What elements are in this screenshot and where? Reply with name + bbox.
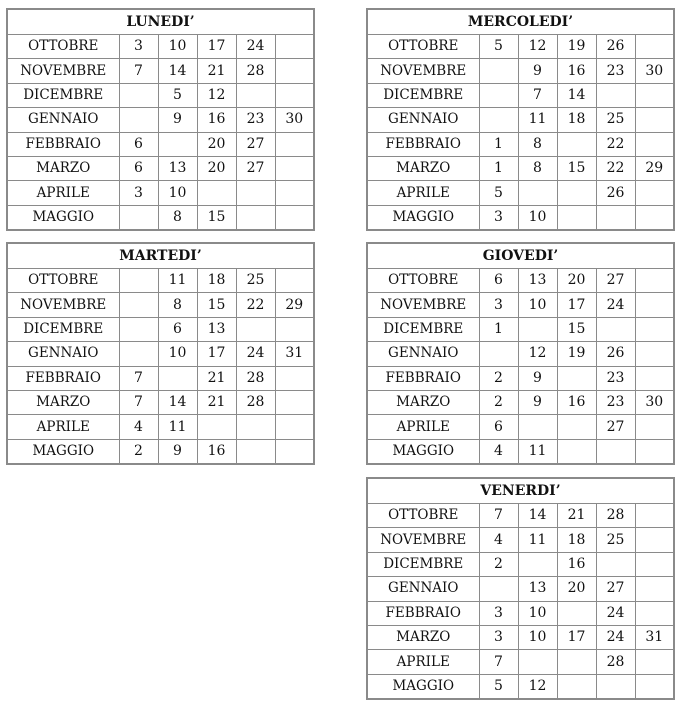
day-cell: 26 — [596, 35, 635, 59]
day-cell — [596, 439, 635, 464]
month-cell: OTTOBRE — [7, 35, 119, 59]
day-cell: 17 — [197, 35, 236, 59]
day-cell: 29 — [635, 156, 674, 180]
day-cell — [275, 181, 314, 205]
day-cell — [635, 650, 674, 674]
month-cell: NOVEMBRE — [7, 293, 119, 317]
table-row — [7, 132, 314, 156]
day-cell — [275, 59, 314, 83]
day-cell: 8 — [518, 156, 557, 180]
schedule-table-giovedi — [366, 242, 675, 465]
month-cell: FEBBRAIO — [7, 132, 119, 156]
day-cell: 3 — [479, 601, 518, 625]
day-cell: 26 — [596, 181, 635, 205]
day-cell: 21 — [557, 504, 596, 528]
table-row — [367, 390, 674, 414]
day-cell — [275, 366, 314, 390]
day-cell — [119, 342, 158, 366]
month-cell: APRILE — [367, 650, 479, 674]
day-cell — [119, 317, 158, 341]
table-row — [367, 205, 674, 230]
day-cell: 12 — [518, 35, 557, 59]
day-cell — [596, 674, 635, 699]
day-cell: 27 — [596, 415, 635, 439]
day-cell: 1 — [479, 156, 518, 180]
day-cell: 15 — [557, 317, 596, 341]
day-cell — [635, 504, 674, 528]
month-cell: MARZO — [7, 390, 119, 414]
day-cell: 4 — [479, 439, 518, 464]
day-cell: 27 — [596, 577, 635, 601]
day-cell: 30 — [275, 108, 314, 132]
day-cell: 24 — [596, 625, 635, 649]
day-cell: 25 — [596, 108, 635, 132]
table-row — [367, 366, 674, 390]
day-cell: 24 — [596, 293, 635, 317]
table-row — [7, 342, 314, 366]
day-cell — [158, 132, 197, 156]
day-cell — [635, 181, 674, 205]
day-cell: 14 — [158, 390, 197, 414]
day-cell — [635, 35, 674, 59]
table-row — [367, 601, 674, 625]
day-cell: 25 — [236, 269, 275, 293]
table-row — [367, 552, 674, 576]
day-cell: 23 — [596, 59, 635, 83]
table-row — [7, 415, 314, 439]
day-cell: 28 — [236, 366, 275, 390]
month-cell: GENNAIO — [367, 342, 479, 366]
day-cell — [557, 181, 596, 205]
day-cell — [635, 269, 674, 293]
month-cell: MARZO — [367, 625, 479, 649]
day-cell: 13 — [518, 269, 557, 293]
day-cell — [197, 415, 236, 439]
table-row — [7, 269, 314, 293]
table-row — [7, 390, 314, 414]
day-cell — [236, 439, 275, 464]
day-cell: 10 — [158, 181, 197, 205]
table-row — [367, 156, 674, 180]
table-row — [7, 205, 314, 230]
day-cell: 5 — [158, 83, 197, 107]
day-cell: 14 — [518, 504, 557, 528]
day-cell — [119, 83, 158, 107]
table-row — [367, 108, 674, 132]
day-cell — [236, 415, 275, 439]
day-cell: 16 — [197, 439, 236, 464]
day-cell: 17 — [557, 293, 596, 317]
day-cell — [635, 415, 674, 439]
day-cell: 6 — [479, 415, 518, 439]
day-cell — [518, 181, 557, 205]
table-row — [7, 108, 314, 132]
day-cell: 15 — [197, 205, 236, 230]
day-cell: 8 — [158, 205, 197, 230]
day-cell: 24 — [236, 35, 275, 59]
day-cell: 9 — [518, 390, 557, 414]
day-cell: 2 — [119, 439, 158, 464]
day-cell: 13 — [518, 577, 557, 601]
day-cell: 10 — [518, 293, 557, 317]
day-cell: 9 — [518, 366, 557, 390]
day-cell: 3 — [119, 35, 158, 59]
day-cell: 3 — [479, 293, 518, 317]
day-cell — [518, 317, 557, 341]
day-cell — [635, 293, 674, 317]
table-row — [367, 35, 674, 59]
day-cell — [197, 181, 236, 205]
day-cell: 19 — [557, 342, 596, 366]
table-row — [7, 35, 314, 59]
day-cell: 10 — [158, 35, 197, 59]
day-cell: 11 — [518, 439, 557, 464]
day-cell — [557, 205, 596, 230]
month-cell: DICEMBRE — [7, 317, 119, 341]
table-row — [7, 83, 314, 107]
table-row — [367, 577, 674, 601]
day-cell — [518, 650, 557, 674]
day-cell: 26 — [596, 342, 635, 366]
day-cell: 16 — [557, 390, 596, 414]
day-cell: 24 — [236, 342, 275, 366]
day-cell: 20 — [557, 577, 596, 601]
day-cell: 21 — [197, 59, 236, 83]
day-cell — [557, 650, 596, 674]
day-cell — [158, 366, 197, 390]
day-cell: 23 — [596, 366, 635, 390]
day-cell — [518, 415, 557, 439]
day-cell: 2 — [479, 366, 518, 390]
day-cell: 1 — [479, 317, 518, 341]
day-cell: 4 — [119, 415, 158, 439]
month-cell: NOVEMBRE — [367, 293, 479, 317]
month-cell: APRILE — [367, 415, 479, 439]
day-cell: 22 — [236, 293, 275, 317]
month-cell: APRILE — [367, 181, 479, 205]
day-cell: 28 — [236, 390, 275, 414]
day-cell — [119, 293, 158, 317]
month-cell: DICEMBRE — [367, 83, 479, 107]
day-cell: 13 — [158, 156, 197, 180]
day-cell: 7 — [119, 59, 158, 83]
day-cell — [479, 342, 518, 366]
day-cell: 10 — [518, 625, 557, 649]
day-cell: 8 — [158, 293, 197, 317]
day-cell — [236, 205, 275, 230]
month-cell: MARZO — [367, 156, 479, 180]
day-cell: 6 — [119, 132, 158, 156]
day-cell — [119, 108, 158, 132]
day-cell: 14 — [158, 59, 197, 83]
table-row — [367, 132, 674, 156]
day-cell: 11 — [518, 108, 557, 132]
table-row — [7, 439, 314, 464]
day-cell — [557, 132, 596, 156]
month-cell: MARZO — [367, 390, 479, 414]
table-row — [7, 59, 314, 83]
table-title: MERCOLEDI’ — [367, 9, 674, 35]
day-cell — [275, 156, 314, 180]
day-cell — [635, 366, 674, 390]
day-cell: 23 — [596, 390, 635, 414]
day-cell: 5 — [479, 35, 518, 59]
day-cell: 21 — [197, 390, 236, 414]
day-cell: 18 — [557, 528, 596, 552]
day-cell — [119, 205, 158, 230]
day-cell — [635, 601, 674, 625]
month-cell: NOVEMBRE — [367, 528, 479, 552]
day-cell: 11 — [158, 269, 197, 293]
day-cell — [236, 317, 275, 341]
day-cell — [236, 181, 275, 205]
day-cell: 31 — [635, 625, 674, 649]
month-cell: MAGGIO — [7, 439, 119, 464]
table-row — [367, 674, 674, 699]
day-cell — [635, 342, 674, 366]
month-cell: DICEMBRE — [367, 317, 479, 341]
month-cell: GENNAIO — [367, 577, 479, 601]
day-cell — [275, 205, 314, 230]
day-cell — [596, 205, 635, 230]
day-cell — [596, 552, 635, 576]
table-row — [367, 181, 674, 205]
table-row — [367, 269, 674, 293]
table-row — [7, 293, 314, 317]
day-cell: 17 — [557, 625, 596, 649]
day-cell: 7 — [479, 504, 518, 528]
month-cell: MARZO — [7, 156, 119, 180]
day-cell: 6 — [119, 156, 158, 180]
day-cell — [635, 317, 674, 341]
month-cell: FEBBRAIO — [367, 601, 479, 625]
month-cell: OTTOBRE — [367, 35, 479, 59]
day-cell: 3 — [479, 625, 518, 649]
day-cell: 25 — [596, 528, 635, 552]
table-row — [367, 83, 674, 107]
day-cell — [635, 132, 674, 156]
day-cell — [275, 269, 314, 293]
day-cell: 10 — [518, 601, 557, 625]
day-cell: 11 — [518, 528, 557, 552]
day-cell — [557, 601, 596, 625]
table-row — [7, 366, 314, 390]
day-cell: 2 — [479, 390, 518, 414]
schedule-table-mercoledi — [366, 8, 675, 231]
day-cell: 27 — [596, 269, 635, 293]
day-cell: 10 — [518, 205, 557, 230]
day-cell: 31 — [275, 342, 314, 366]
day-cell — [518, 552, 557, 576]
day-cell — [479, 108, 518, 132]
table-row — [7, 317, 314, 341]
day-cell — [275, 35, 314, 59]
day-cell — [596, 83, 635, 107]
day-cell: 20 — [197, 132, 236, 156]
day-cell: 20 — [557, 269, 596, 293]
month-cell: FEBBRAIO — [7, 366, 119, 390]
day-cell: 18 — [197, 269, 236, 293]
schedule-table-lunedi — [6, 8, 315, 231]
day-cell: 4 — [479, 528, 518, 552]
day-cell: 9 — [158, 439, 197, 464]
day-cell: 14 — [557, 83, 596, 107]
day-cell: 2 — [479, 552, 518, 576]
day-cell: 22 — [596, 132, 635, 156]
day-cell — [635, 552, 674, 576]
month-cell: OTTOBRE — [367, 269, 479, 293]
table-title: LUNEDI’ — [7, 9, 314, 35]
table-title: MARTEDI’ — [7, 243, 314, 269]
day-cell: 16 — [557, 59, 596, 83]
day-cell — [557, 366, 596, 390]
day-cell — [635, 674, 674, 699]
month-cell: MAGGIO — [367, 205, 479, 230]
day-cell — [557, 674, 596, 699]
day-cell: 30 — [635, 59, 674, 83]
day-cell: 30 — [635, 390, 674, 414]
day-cell: 16 — [557, 552, 596, 576]
day-cell: 7 — [119, 366, 158, 390]
day-cell — [275, 439, 314, 464]
month-cell: OTTOBRE — [7, 269, 119, 293]
day-cell: 7 — [119, 390, 158, 414]
day-cell — [119, 269, 158, 293]
day-cell — [635, 205, 674, 230]
month-cell: GENNAIO — [367, 108, 479, 132]
day-cell — [635, 108, 674, 132]
day-cell: 10 — [158, 342, 197, 366]
day-cell: 22 — [596, 156, 635, 180]
day-cell: 9 — [518, 59, 557, 83]
month-cell: FEBBRAIO — [367, 366, 479, 390]
table-row — [367, 528, 674, 552]
month-cell: MAGGIO — [367, 439, 479, 464]
schedule-table-martedi — [6, 242, 315, 465]
table-row — [367, 625, 674, 649]
day-cell — [275, 415, 314, 439]
day-cell: 18 — [557, 108, 596, 132]
day-cell: 28 — [236, 59, 275, 83]
day-cell: 7 — [518, 83, 557, 107]
day-cell: 12 — [197, 83, 236, 107]
month-cell: FEBBRAIO — [367, 132, 479, 156]
day-cell — [236, 83, 275, 107]
day-cell: 28 — [596, 650, 635, 674]
table-row — [367, 415, 674, 439]
table-row — [367, 317, 674, 341]
day-cell: 12 — [518, 674, 557, 699]
day-cell — [635, 439, 674, 464]
day-cell: 9 — [158, 108, 197, 132]
day-cell: 16 — [197, 108, 236, 132]
month-cell: MAGGIO — [7, 205, 119, 230]
month-cell: NOVEMBRE — [367, 59, 479, 83]
day-cell: 1 — [479, 132, 518, 156]
table-row — [367, 650, 674, 674]
day-cell: 8 — [518, 132, 557, 156]
day-cell: 19 — [557, 35, 596, 59]
day-cell — [635, 577, 674, 601]
day-cell: 3 — [119, 181, 158, 205]
day-cell — [557, 439, 596, 464]
day-cell: 17 — [197, 342, 236, 366]
month-cell: DICEMBRE — [7, 83, 119, 107]
day-cell: 21 — [197, 366, 236, 390]
day-cell: 5 — [479, 674, 518, 699]
day-cell — [275, 390, 314, 414]
day-cell — [635, 83, 674, 107]
month-cell: MAGGIO — [367, 674, 479, 699]
day-cell: 13 — [197, 317, 236, 341]
day-cell — [479, 59, 518, 83]
day-cell — [557, 415, 596, 439]
day-cell: 6 — [479, 269, 518, 293]
day-cell — [596, 317, 635, 341]
month-cell: NOVEMBRE — [7, 59, 119, 83]
table-row — [7, 181, 314, 205]
day-cell: 27 — [236, 132, 275, 156]
table-row — [7, 156, 314, 180]
month-cell: GENNAIO — [7, 108, 119, 132]
table-row — [367, 293, 674, 317]
day-cell: 15 — [557, 156, 596, 180]
table-row — [367, 59, 674, 83]
day-cell — [479, 577, 518, 601]
day-cell — [479, 83, 518, 107]
table-row — [367, 439, 674, 464]
month-cell: APRILE — [7, 415, 119, 439]
day-cell — [275, 83, 314, 107]
month-cell: GENNAIO — [7, 342, 119, 366]
day-cell: 11 — [158, 415, 197, 439]
day-cell: 12 — [518, 342, 557, 366]
table-title: VENERDI’ — [367, 478, 674, 504]
day-cell — [275, 132, 314, 156]
table-title: GIOVEDI’ — [367, 243, 674, 269]
day-cell: 27 — [236, 156, 275, 180]
day-cell: 3 — [479, 205, 518, 230]
day-cell: 29 — [275, 293, 314, 317]
month-cell: OTTOBRE — [367, 504, 479, 528]
day-cell: 6 — [158, 317, 197, 341]
day-cell: 28 — [596, 504, 635, 528]
day-cell: 15 — [197, 293, 236, 317]
day-cell — [275, 317, 314, 341]
day-cell — [635, 528, 674, 552]
month-cell: DICEMBRE — [367, 552, 479, 576]
day-cell: 24 — [596, 601, 635, 625]
schedule-table-venerdi — [366, 477, 675, 700]
day-cell: 7 — [479, 650, 518, 674]
table-row — [367, 342, 674, 366]
table-row — [367, 504, 674, 528]
day-cell: 23 — [236, 108, 275, 132]
day-cell: 20 — [197, 156, 236, 180]
day-cell: 5 — [479, 181, 518, 205]
month-cell: APRILE — [7, 181, 119, 205]
